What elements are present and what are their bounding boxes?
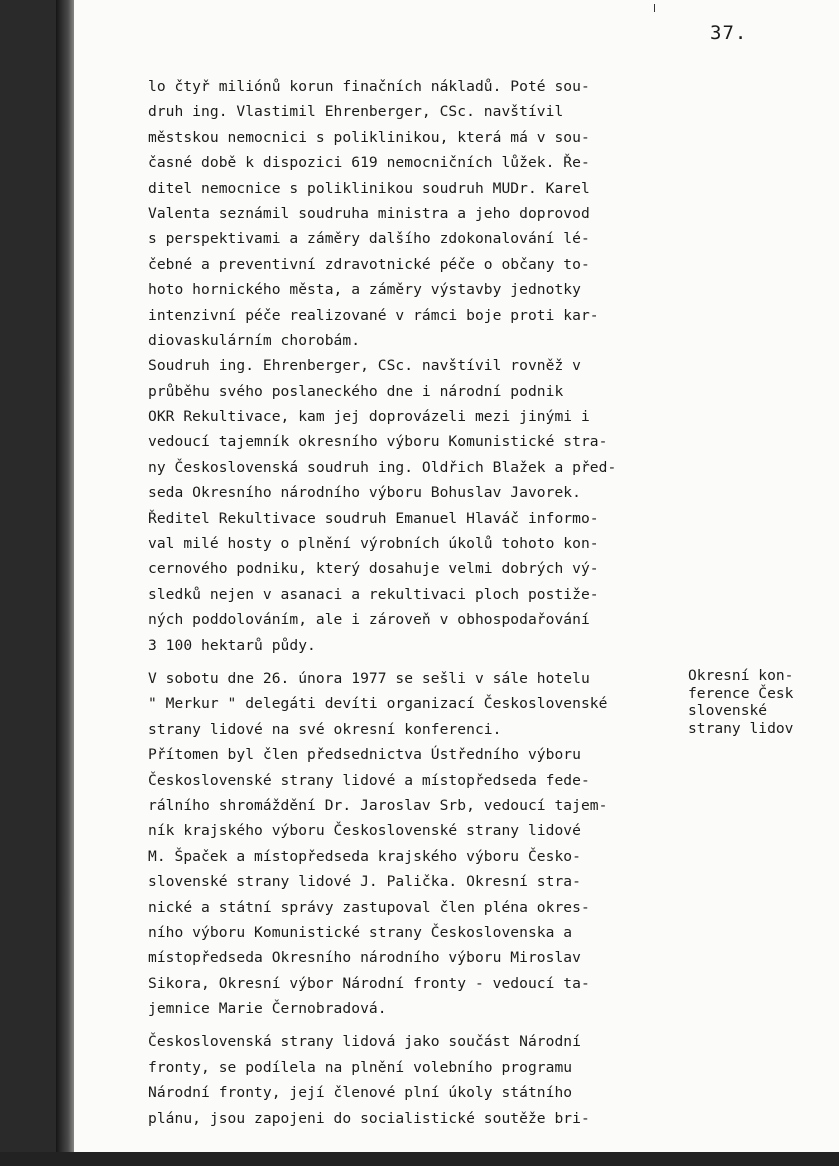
text-line: " Merkur " delegáti devíti organizací Československé	[148, 695, 608, 713]
text-line: slovenské strany lidové J. Palička. Okresní stra-	[148, 873, 581, 891]
text-line: seda Okresního národního výboru Bohuslav Javorek.	[148, 484, 581, 502]
text-line: intenzivní péče realizované v rámci boje proti kar-	[148, 306, 599, 324]
text-line: nické a státní správy zastupoval člen pléna okres-	[148, 898, 590, 916]
text-line: Československé strany lidové a místopředseda fede-	[148, 771, 590, 789]
text-line: Valenta seznámil soudruha ministra a jeho doprovod	[148, 204, 590, 222]
document-page	[74, 0, 839, 1152]
text-line: lo čtyř miliónů korun finačních nákladů. Poté sou-	[148, 78, 590, 95]
text-line: časné době k dispozici 619 nemocničních lůžek. Ře-	[148, 154, 590, 172]
text-line: jemnice Marie Černobradová.	[148, 1000, 387, 1018]
text-line: ných poddolováním, ale i zároveň v obhospodařování	[148, 611, 590, 629]
paragraph	[148, 353, 708, 658]
text-line: městskou nemocnici s poliklinikou, která má v sou-	[148, 128, 590, 146]
binding-shadow	[56, 0, 76, 1166]
text-line: Národní fronty, její členové plní úkoly státního	[148, 1084, 573, 1102]
margin-note-line: slovenské	[688, 702, 768, 719]
text-line: fronty, se podílela na plnění volebního programu	[148, 1058, 573, 1076]
text-line: sledků nejen v asanaci a rekultivaci ploch postiže-	[148, 585, 599, 603]
text-line: val milé hosty o plnění výrobních úkolů tohoto kon-	[148, 535, 599, 553]
text-line: hoto hornického města, a záměry výstavby jednotky	[148, 281, 581, 299]
text-line: ny Československá soudruh ing. Oldřich Blažek a před-	[148, 458, 617, 476]
margin-note-line: ference Česk	[688, 684, 794, 702]
paragraph	[148, 1029, 708, 1131]
paragraph-gap	[148, 658, 708, 666]
text-line: Přítomen byl člen předsednictva Ústředního výboru	[148, 746, 581, 764]
text-line: ník krajského výboru Československé strany lidové	[148, 822, 581, 840]
body-text	[148, 74, 708, 1131]
text-line: Soudruh ing. Ehrenberger, CSc. navštívil rovněž v	[148, 357, 581, 375]
text-line: rálního shromáždění Dr. Jaroslav Srb, vedoucí tajem-	[148, 796, 608, 814]
text-line: diovaskulárním chorobám.	[148, 331, 361, 349]
scan-mark	[654, 4, 655, 12]
text-line: 3 100 hektarů půdy.	[148, 636, 316, 654]
paragraph	[148, 666, 708, 1021]
text-line: M. Špaček a místopředseda krajského výboru Česko-	[148, 847, 581, 865]
text-line: V sobotu dne 26. února 1977 se sešli v sále hotelu	[148, 669, 590, 687]
text-line: druh ing. Vlastimil Ehrenberger, CSc. navštívil	[148, 103, 564, 121]
text-line: Sikora, Okresní výbor Národní fronty - vedoucí ta-	[148, 974, 590, 992]
text-line: cernového podniku, který dosahuje velmi dobrých vý-	[148, 560, 599, 578]
scan-bottom-edge	[0, 1152, 839, 1166]
margin-note-line: Okresní kon-	[688, 667, 794, 684]
text-line: místopředseda Okresního národního výboru Miroslav	[148, 949, 581, 967]
text-line: Ředitel Rekultivace soudruh Emanuel Hlaváč informo-	[148, 509, 599, 527]
text-line: plánu, jsou zapojeni do socialistické soutěže bri-	[148, 1109, 590, 1127]
margin-note-line: strany lidov	[688, 719, 794, 737]
page-number: 37.	[710, 22, 748, 44]
paragraph-gap	[148, 1021, 708, 1029]
paragraph	[148, 74, 708, 353]
text-line: strany lidové na své okresní konferenci.	[148, 720, 502, 738]
text-line: s perspektivami a záměry dalšího zdokonalování lé-	[148, 230, 590, 248]
text-line: ditel nemocnice s poliklinikou soudruh MUDr. Karel	[148, 179, 590, 197]
text-line: ního výboru Komunistické strany Československa a	[148, 923, 573, 941]
text-line: vedoucí tajemník okresního výboru Komunistické stra-	[148, 433, 608, 451]
text-line: čebné a preventivní zdravotnické péče o občany to-	[148, 255, 590, 273]
margin-note	[688, 667, 838, 737]
text-line: OKR Rekultivace, kam jej doprovázeli mezi jinými i	[148, 408, 590, 426]
text-line: průběhu svého poslaneckého dne i národní podnik	[148, 382, 564, 400]
text-line: Československá strany lidová jako součást Národní	[148, 1033, 581, 1051]
